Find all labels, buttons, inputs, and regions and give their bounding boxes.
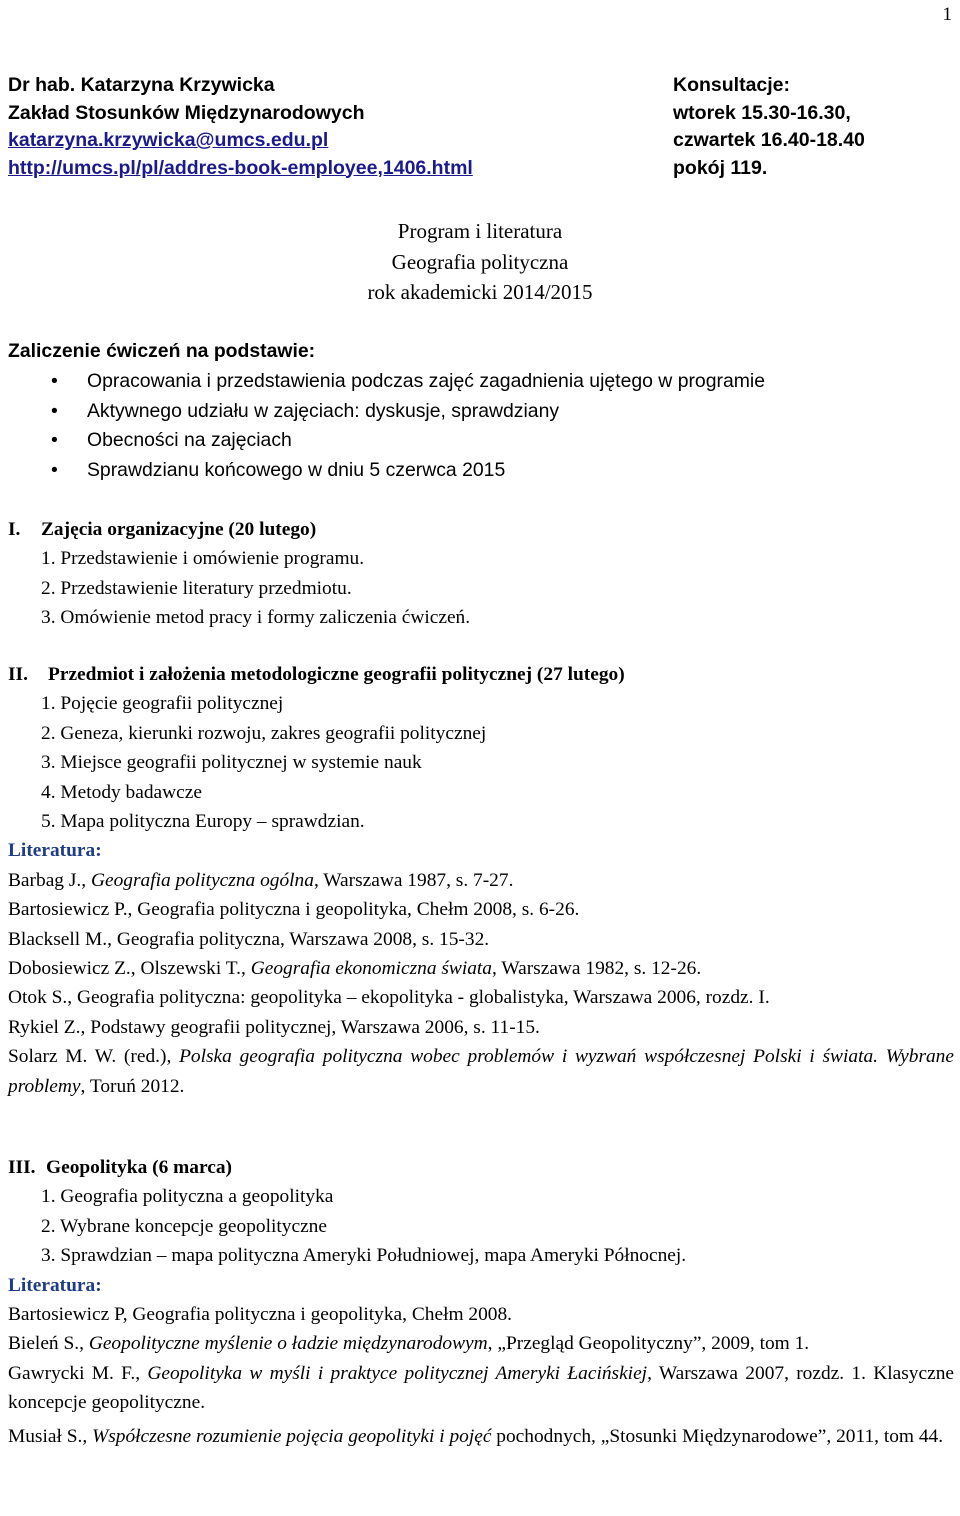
section-title: Zajęcia organizacyjne (20 lutego) <box>41 519 317 540</box>
credit-section <box>8 337 954 485</box>
topic-item: 1. Przedstawienie i omówienie programu. <box>41 548 365 570</box>
title-line: Geografia polityczna <box>391 249 569 274</box>
section-heading <box>8 515 954 544</box>
bib-entry: Bartosiewicz P., Geografia polityczna i geopolityka, Chełm 2008, s. 6-26. <box>8 899 580 921</box>
topic-item: 2. Geneza, kierunki rozwoju, zakres geografii politycznej <box>41 722 487 744</box>
section-heading <box>8 1153 954 1182</box>
section-number: I. <box>8 519 21 540</box>
email-link[interactable]: katarzyna.krzywicka@umcs.edu.pl <box>8 129 329 151</box>
title-line: rok akademicki 2014/2015 <box>367 280 593 304</box>
topic-item: 1. Geografia polityczna a geopolityka <box>41 1186 334 1208</box>
literature-label: Literatura: <box>8 840 102 862</box>
bib-entry: Bartosiewicz P, Geografia polityczna i geopolityka, Chełm 2008. <box>8 1304 513 1326</box>
department: Zakład Stosunków Międzynarodowych <box>8 101 365 124</box>
bib-entry: Rykiel Z., Podstawy geografii politycznej, Warszawa 2006, s. 11-15. <box>8 1016 540 1038</box>
consultation-line: czwartek 16.40-18.40 <box>673 129 865 151</box>
credit-list <box>8 367 954 485</box>
topic-item: 4. Metody badawcze <box>41 781 202 803</box>
topic-item: 5. Mapa polityczna Europy – sprawdzian. <box>41 811 365 833</box>
topic-item: 1. Pojęcie geografii politycznej <box>41 693 284 715</box>
bib-entry: Blacksell M., Geografia polityczna, Warszawa 2008, s. 15-32. <box>8 928 490 950</box>
section-3 <box>8 1153 954 1455</box>
bib-entry: Dobosiewicz Z., Olszewski T., Geografia ekonomiczna świata, Warszawa 1982, s. 12-26. <box>8 958 702 980</box>
topic-item: 2. Przedstawienie literatury przedmiotu. <box>41 577 352 599</box>
credit-item: • Opracowania i przedstawienia podczas zajęć zagadnienia ujętego w programie <box>8 367 954 396</box>
section-title: Geopolityka (6 marca) <box>46 1157 232 1178</box>
section-heading <box>8 660 954 689</box>
credit-item: • Obecności na zajęciach <box>8 426 954 455</box>
consultation-room: pokój 119. <box>673 156 768 179</box>
bib-entry: Gawrycki M. F., Geopolityka w myśli i praktyce politycznej Ameryki Łacińskiej, Warszawa 2007, rozdz. 1. Klasyczne koncepcje geopolityczne. <box>8 1362 954 1414</box>
consultation-line: wtorek 15.30-16.30, <box>673 101 851 124</box>
section-number: III. <box>8 1157 36 1178</box>
topic-item: 3. Miejsce geografii politycznej w systemie nauk <box>41 752 422 774</box>
bib-entry: Solarz M. W. (red.), Polska geografia polityczna wobec problemów i wyzwań współczesnej Polski i świata. Wybrane problemy, Toruń 2012. <box>8 1046 954 1097</box>
credit-item: • Aktywnego udziału w zajęciach: dyskusje, sprawdziany <box>8 397 954 426</box>
topic-item: 3. Sprawdzian – mapa polityczna Ameryki Południowej, mapa Ameryki Północnej. <box>41 1245 687 1267</box>
literature-label: Literatura: <box>8 1274 102 1296</box>
page-number: 1 <box>942 4 952 25</box>
consultation-label: Konsultacje: <box>673 74 791 96</box>
bib-entry: Otok S., Geografia polityczna: geopolityka – ekopolityka - globalistyka, Warszawa 2006, rozdz. I. <box>8 987 770 1009</box>
topic-item: 3. Omówienie metod pracy i formy zaliczenia ćwiczeń. <box>41 607 471 629</box>
section-number: II. <box>8 664 28 685</box>
section-1 <box>8 515 954 633</box>
section-title: Przedmiot i założenia metodologiczne geografii politycznej (27 lutego) <box>48 664 625 685</box>
credit-heading: Zaliczenie ćwiczeń na podstawie: <box>8 340 316 362</box>
topic-item: 2. Wybrane koncepcje geopolityczne <box>41 1215 327 1237</box>
credit-item: • Sprawdzianu końcowego w dniu 5 czerwca 2015 <box>8 456 954 485</box>
profile-url-link[interactable]: http://umcs.pl/pl/addres-book-employee,1406.html <box>8 156 473 179</box>
bib-entry: Musiał S., Współczesne rozumienie pojęcia geopolityki i pojęć pochodnych, „Stosunki Międzynarodowe”, 2011, tom 44. <box>8 1425 944 1447</box>
author-name: Dr hab. Katarzyna Krzywicka <box>8 74 275 96</box>
bib-entry: Bieleń S., Geopolityczne myślenie o ładzie międzynarodowym, „Przegląd Geopolityczny”, 2009, tom 1. <box>8 1333 810 1355</box>
section-2 <box>8 660 954 1101</box>
consultation-block <box>673 72 865 182</box>
title-line: Program i literatura <box>397 219 563 243</box>
author-block <box>8 72 473 182</box>
bib-entry: Barbag J., Geografia polityczna ogólna, Warszawa 1987, s. 7-27. <box>8 869 514 891</box>
document-title <box>0 216 960 308</box>
